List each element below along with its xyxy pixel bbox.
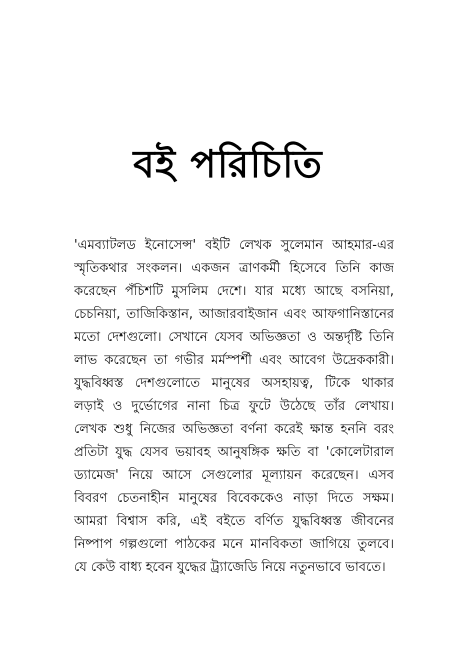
- text-line: নিষ্পাপ গল্পগুলো পাঠকের মনে মানবিকতা জাগিয়ে তুলবে।: [74, 537, 394, 552]
- text-line: স্মৃতিকথার সংকলন। একজন ত্রাণকর্মী হিসেবে তিনি কাজ: [74, 261, 394, 276]
- text-line: যে কেউ বাধ্য হবেন যুদ্ধের ট্র্যাজেডি নিয়ে নতুনভাবে ভাবতে।: [74, 560, 386, 575]
- text-line: মতো দেশগুলো। সেখানে যেসব অভিজ্ঞতা ও অন্তর্দৃষ্টি তিনি: [74, 330, 394, 345]
- text-line: 'এমব্যাটলড ইনোসেন্স' বইটি লেখক সুলেমান আহমার-এর: [74, 238, 394, 253]
- text-line: প্রতিটা যুদ্ধ যেসব ভয়াবহ আনুষঙ্গিক ক্ষতি বা 'কোলেটারাল: [74, 445, 394, 460]
- text-line: লাভ করেছেন তা গভীর মর্মস্পর্শী এবং আবেগ উদ্রেককারী।: [74, 353, 394, 368]
- text-line: লেখক শুধু নিজের অভিজ্ঞতা বর্ণনা করেই ক্ষান্ত হননি বরং: [74, 422, 394, 437]
- text-line: ড্যামেজ' নিয়ে আসে সেগুলোর মূল্যায়ন করেছেন। এসব: [74, 468, 394, 483]
- introduction-text: [74, 234, 394, 579]
- text-line: যুদ্ধবিধ্বস্ত দেশগুলোতে মানুষের অসহায়ত্ব, টিকে থাকার: [74, 376, 394, 391]
- text-line: আমরা বিশ্বাস করি, এই বইতে বর্ণিত যুদ্ধবিধ্বস্ত জীবনের: [74, 514, 394, 529]
- text-line: করেছেন পঁচিশটি মুসলিম দেশে। যার মধ্যে আছে বসনিয়া,: [74, 284, 394, 299]
- text-line: লড়াই ও দুর্ভোগের নানা চিত্র ফুটে উঠেছে তাঁর লেখায়।: [74, 399, 394, 414]
- text-line: চেচনিয়া, তাজিকিস্তান, আজারবাইজান এবং আফগানিস্তানের: [74, 307, 394, 322]
- page-title: বই পরিচিতি: [133, 142, 323, 186]
- text-line: বিবরণ চেতনাহীন মানুষের বিবেককেও নাড়া দিতে সক্ষম।: [74, 491, 394, 506]
